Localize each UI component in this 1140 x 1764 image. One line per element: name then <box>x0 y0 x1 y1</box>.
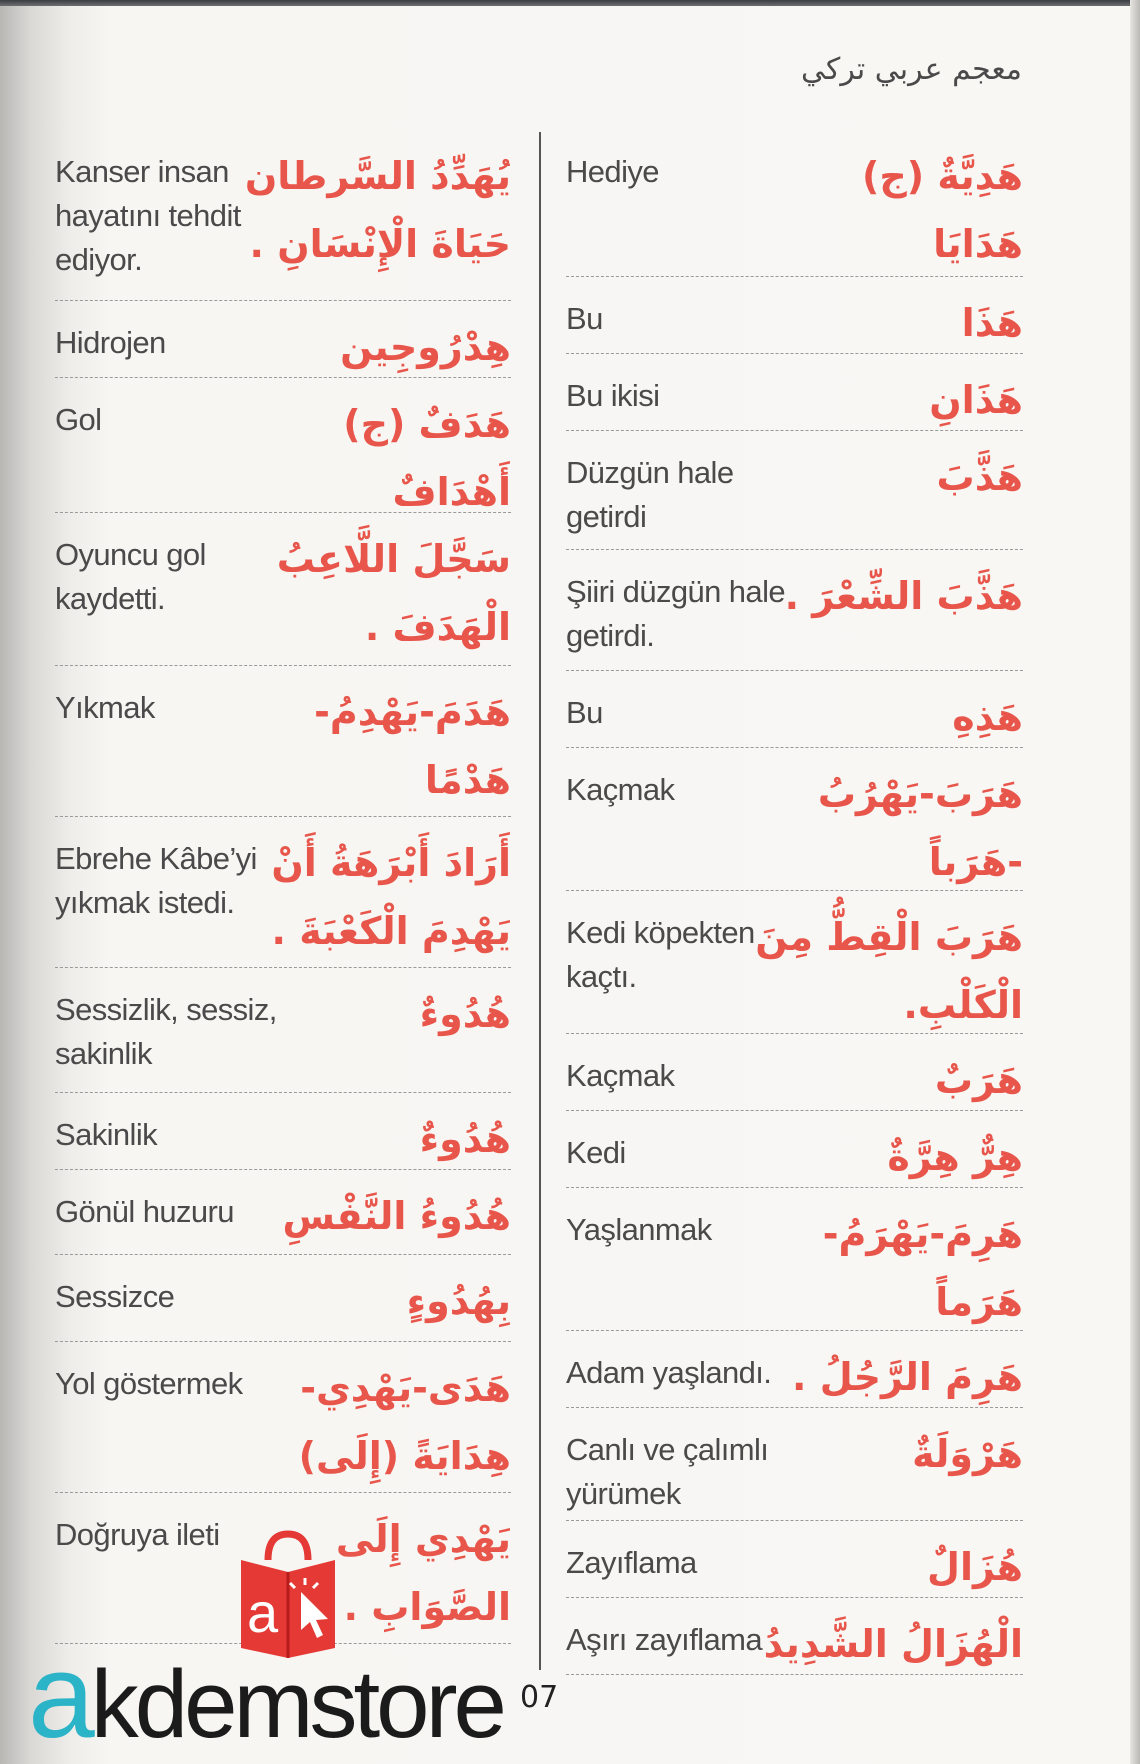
arabic-word <box>785 562 1023 630</box>
arabic-line: هَرَماً <box>935 1280 1023 1324</box>
arabic-line: -هَرَباً <box>928 840 1023 884</box>
arabic-word <box>343 390 511 526</box>
dictionary-entry <box>55 1093 511 1170</box>
arabic-word <box>245 142 511 278</box>
dictionary-entry <box>55 378 511 513</box>
turkish-line: getirdi <box>566 499 647 534</box>
arabic-word <box>283 1182 511 1250</box>
turkish-line: Doğruya ileti <box>55 1517 220 1552</box>
arabic-word <box>935 1046 1023 1114</box>
arabic-word <box>277 525 511 661</box>
turkish-meaning <box>55 398 101 442</box>
turkish-line: getirdi. <box>566 618 655 653</box>
turkish-line: Sakinlik <box>55 1117 158 1152</box>
turkish-meaning <box>55 837 257 925</box>
turkish-line: Hidrojen <box>55 325 166 360</box>
arabic-line: هَرْوَلَةٌ <box>912 1432 1023 1476</box>
turkish-meaning <box>566 1351 771 1395</box>
turkish-line: Aşırı zayıflama <box>566 1622 762 1657</box>
arabic-line: هَرِمَ الرَّجُلُ . <box>792 1355 1023 1399</box>
turkish-meaning <box>55 321 166 365</box>
arabic-line: يُهَدِّدُ السَّرطان <box>244 154 511 198</box>
arabic-line: هَذَا <box>961 301 1023 345</box>
turkish-line: Bu ikisi <box>566 378 660 413</box>
arabic-word <box>823 1200 1023 1336</box>
arabic-line: يَهْدِي إِلَى <box>335 1517 511 1561</box>
arabic-line: حَيَاةَ الْإِنْسَانِ . <box>249 222 511 266</box>
arabic-word <box>929 366 1023 434</box>
arabic-word <box>340 313 511 381</box>
dictionary-entry <box>55 1255 511 1342</box>
arabic-line: أَرَادَ أَبْرَهَةُ أَنْ <box>271 841 511 885</box>
turkish-line: Zayıflama <box>566 1545 697 1580</box>
arabic-word <box>420 1105 511 1173</box>
shop-bag-icon <box>233 1530 343 1660</box>
arabic-line: هَذَّبَ الشِّعْرَ . <box>784 574 1023 618</box>
arabic-line: هُدُوءُ النَّفْسِ <box>282 1194 511 1238</box>
dictionary-entry <box>566 130 1023 277</box>
arabic-line: بِهُدُوءٍ <box>406 1279 511 1323</box>
turkish-meaning <box>55 686 155 730</box>
arabic-line: هَرَبٌ <box>934 1058 1023 1102</box>
arabic-line: هِرٌّ هِرَّةٌ <box>887 1135 1023 1179</box>
turkish-line: Hediye <box>566 154 659 189</box>
arabic-line: هَرَبَ الْقِطُّ مِنَ <box>755 915 1023 959</box>
turkish-line: Adam yaşlandı. <box>566 1355 772 1390</box>
arabic-word <box>952 683 1023 751</box>
turkish-line: hayatını tehdit <box>55 198 241 233</box>
turkish-line: yıkmak istedi. <box>55 885 235 920</box>
dictionary-entry <box>566 671 1023 748</box>
arabic-word <box>420 980 511 1048</box>
arabic-line: هَذَانِ <box>929 378 1023 422</box>
dictionary-entry <box>55 301 511 378</box>
turkish-meaning <box>55 150 241 282</box>
turkish-meaning <box>566 451 733 539</box>
arabic-word <box>962 289 1023 357</box>
turkish-line: Kaçmak <box>566 1058 675 1093</box>
turkish-meaning <box>566 570 785 658</box>
arabic-word <box>927 1533 1023 1601</box>
turkish-line: Oyuncu gol <box>55 537 206 572</box>
arabic-line: هُدُوءٌ <box>419 1117 511 1161</box>
arabic-line: هَدَمَ-يَهْدِمُ- <box>314 690 511 734</box>
arabic-line: هِدْرُوجِين <box>340 325 511 369</box>
dictionary-entry <box>566 1521 1023 1598</box>
turkish-line: Sessizlik, sessiz, <box>55 992 277 1027</box>
dictionary-entry <box>55 666 511 817</box>
dictionary-entry <box>566 277 1023 354</box>
arabic-line: هَدِيَّةٌ (ج) <box>862 154 1023 198</box>
arabic-line: هَدَايَا <box>933 222 1023 266</box>
turkish-meaning <box>566 1131 626 1175</box>
dictionary-entry <box>566 1188 1023 1331</box>
turkish-meaning <box>55 533 206 621</box>
dictionary-entry <box>566 1111 1023 1188</box>
arabic-word <box>912 1420 1023 1488</box>
turkish-line: Düzgün hale <box>566 455 734 490</box>
arabic-line: هَدْمًا <box>424 758 511 802</box>
dictionary-entry <box>55 1342 511 1493</box>
arabic-word <box>862 142 1023 278</box>
dictionary-entry <box>566 748 1023 891</box>
turkish-meaning <box>55 1362 243 1406</box>
dictionary-entry <box>566 1598 1023 1675</box>
dictionary-entry <box>566 354 1023 431</box>
arabic-line: سَجَّلَ اللَّاعِبُ <box>276 537 511 581</box>
dictionary-entry <box>566 1331 1023 1408</box>
right-column <box>566 130 1023 1675</box>
arabic-word <box>792 1343 1023 1411</box>
turkish-meaning <box>566 768 674 812</box>
arabic-word <box>755 903 1023 1039</box>
turkish-line: Kedi köpekten <box>566 915 755 950</box>
arabic-line: هَرِمَ-يَهْرَمُ- <box>822 1212 1023 1256</box>
turkish-meaning <box>566 374 659 418</box>
turkish-line: Bu <box>566 301 603 336</box>
turkish-meaning <box>566 1208 712 1252</box>
arabic-line: هَذَّبَ <box>936 455 1023 499</box>
turkish-meaning <box>566 297 603 341</box>
arabic-line: الصَّوَابِ . <box>343 1585 511 1629</box>
arabic-word <box>764 1610 1023 1678</box>
turkish-meaning <box>566 1054 674 1098</box>
turkish-meaning <box>55 1113 157 1157</box>
arabic-line: هَرَبَ-يَهْرُبُ <box>817 772 1023 816</box>
arabic-word <box>299 1354 511 1490</box>
turkish-line: Gönül huzuru <box>55 1194 234 1229</box>
turkish-line: Şiiri düzgün hale <box>566 574 786 609</box>
watermark-text: akdemstore <box>28 1629 503 1763</box>
turkish-line: kaçtı. <box>566 959 637 994</box>
left-column <box>55 130 511 1644</box>
dictionary-entry <box>566 891 1023 1034</box>
turkish-line: Ebrehe Kâbe’yi <box>55 841 257 876</box>
turkish-meaning <box>566 1428 768 1516</box>
turkish-meaning <box>566 1618 762 1662</box>
dictionary-entry <box>55 968 511 1093</box>
turkish-line: Yol göstermek <box>55 1366 243 1401</box>
arabic-line: هِدَايَةً (إِلَى) <box>298 1434 511 1478</box>
arabic-line: الْهُزَالُ الشَّدِيدُ <box>763 1622 1023 1666</box>
turkish-line: Yıkmak <box>55 690 155 725</box>
page-top-edge <box>0 0 1140 6</box>
turkish-line: Canlı ve çalımlı <box>566 1432 769 1467</box>
arabic-line: يَهْدِمَ الْكَعْبَةَ . <box>271 909 511 953</box>
turkish-meaning <box>55 1190 234 1234</box>
dictionary-entry <box>566 1034 1023 1111</box>
turkish-line: yürümek <box>566 1476 681 1511</box>
turkish-line: Yaşlanmak <box>566 1212 712 1247</box>
turkish-line: Kaçmak <box>566 772 675 807</box>
dictionary-entry <box>566 431 1023 550</box>
arabic-line: الْهَدَفَ . <box>364 605 511 649</box>
dictionary-entry <box>55 130 511 301</box>
turkish-meaning <box>566 691 603 735</box>
dictionary-entry <box>566 550 1023 671</box>
akdemstore-watermark <box>28 1530 588 1763</box>
arabic-line: هُزَالٌ <box>927 1545 1023 1589</box>
arabic-word <box>887 1123 1023 1191</box>
turkish-line: Kedi <box>566 1135 626 1170</box>
dictionary-entry <box>55 817 511 968</box>
arabic-word <box>314 678 511 814</box>
turkish-meaning <box>566 911 755 999</box>
arabic-word <box>937 443 1023 511</box>
turkish-line: Sessizce <box>55 1279 175 1314</box>
arabic-word <box>407 1267 511 1335</box>
arabic-line: أَهْدَافٌ <box>392 470 511 514</box>
arabic-line: هَدَى-يَهْدِي- <box>300 1366 511 1410</box>
turkish-line: sakinlik <box>55 1036 152 1071</box>
turkish-line: Gol <box>55 402 102 437</box>
page-header: معجم عربي تركي <box>801 52 1022 87</box>
turkish-meaning <box>55 988 277 1076</box>
page-right-edge <box>1130 0 1140 1764</box>
turkish-meaning <box>55 1275 174 1319</box>
dictionary-entry <box>55 513 511 666</box>
turkish-line: Bu <box>566 695 603 730</box>
arabic-line: هَذِهِ <box>952 695 1023 739</box>
dictionary-entry <box>566 1408 1023 1521</box>
turkish-meaning <box>566 150 659 194</box>
turkish-line: ediyor. <box>55 242 143 277</box>
badge-letter: a <box>247 1581 279 1644</box>
arabic-line: الْكَلْبِ. <box>903 983 1023 1027</box>
arabic-word <box>271 829 511 965</box>
turkish-line: Kanser insan <box>55 154 229 189</box>
arabic-line: هَدَفٌ (ج) <box>343 402 511 446</box>
dictionary-entry <box>55 1170 511 1255</box>
arabic-line: هُدُوءٌ <box>419 992 511 1036</box>
arabic-word <box>818 760 1023 896</box>
column-divider <box>539 132 541 1670</box>
page-number: 07 <box>520 1680 559 1715</box>
turkish-line: kaydetti. <box>55 581 166 616</box>
